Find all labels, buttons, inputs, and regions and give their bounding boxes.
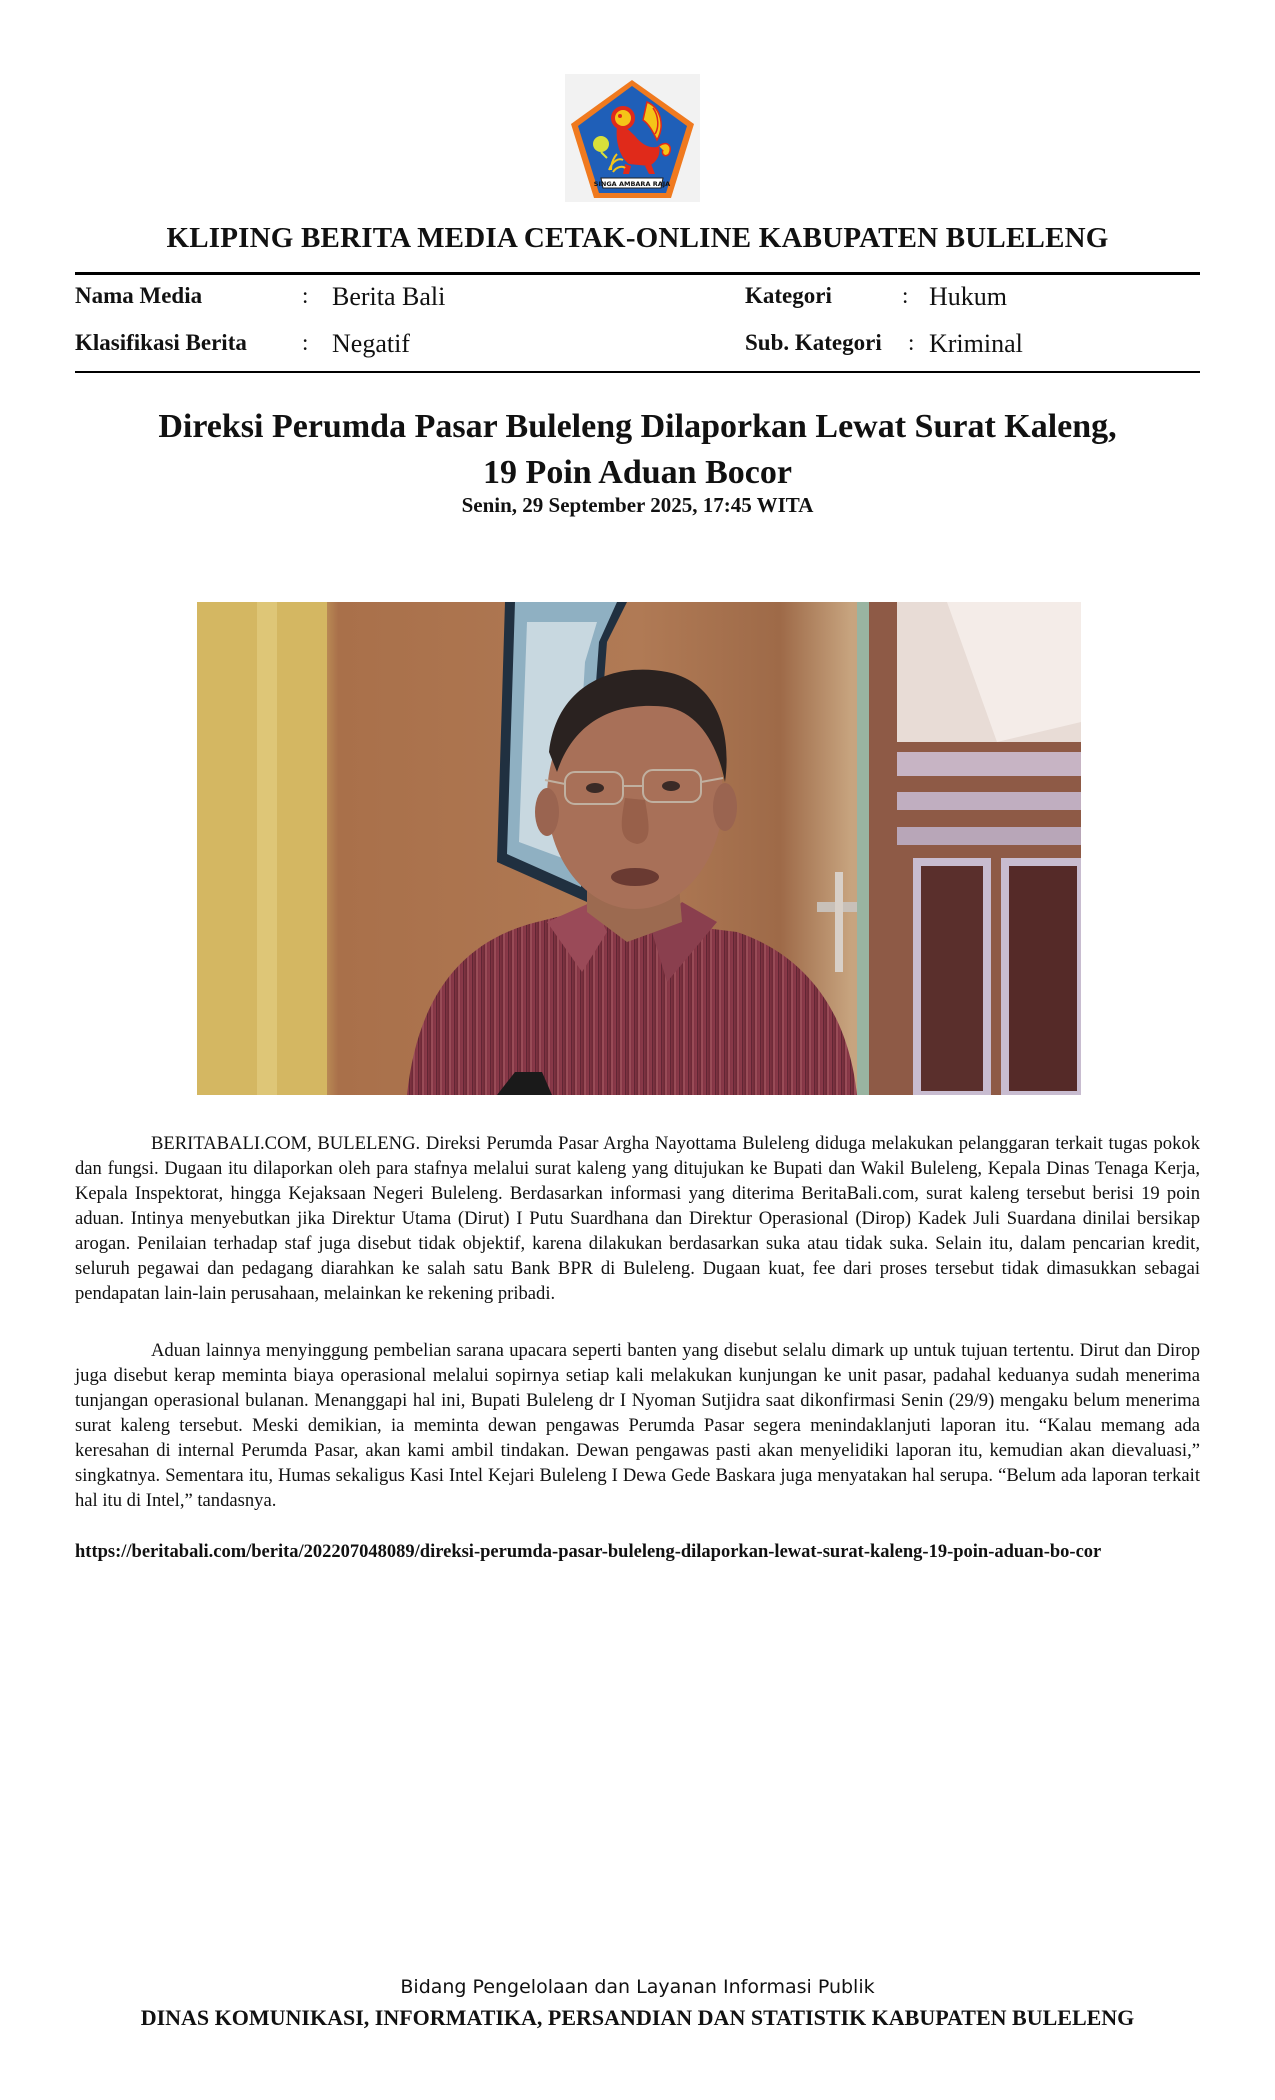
document-title: KLIPING BERITA MEDIA CETAK-ONLINE KABUPATEN BULELENG <box>166 222 1109 254</box>
meta-separator: : <box>302 330 309 355</box>
meta-separator: : <box>908 330 915 355</box>
header-divider-bottom <box>75 371 1200 373</box>
meta-label-sub-kategori: Sub. Kategori <box>745 330 882 355</box>
headline-line-1: Direksi Perumda Pasar Buleleng Dilaporkan Lewat Surat Kaleng, <box>158 408 1117 445</box>
meta-label-klasifikasi: Klasifikasi Berita <box>75 330 247 355</box>
news-photo-icon <box>197 602 1081 1095</box>
article-paragraph-1 <box>75 1131 1200 1306</box>
regency-emblem-logo <box>565 74 700 202</box>
meta-label-kategori: Kategori <box>745 283 832 308</box>
meta-value-sub-kategori: Kriminal <box>929 329 1023 358</box>
paragraph-text: BERITABALI.COM, BULELENG. Direksi Perumda Pasar Argha Nayottama Buleleng diduga melakukan pelanggaran terkait tugas pokok dan fungsi. Dugaan itu dilaporkan oleh para stafnya melalui surat kaleng yang ditujukan ke Bupati dan Wakil Buleleng, Kepala Dinas Tenaga Kerja, Kepala Inspektorat, hingga Kejaksaan Negeri Buleleng. Berdasarkan informasi yang diterima BeritaBali.com, surat kaleng tersebut berisi 19 poin aduan. Intinya menyebutkan jika Direktur Utama (Dirut) I Putu Suardhana dan Direktur Operasional (Dirop) Kadek Juli Suardana dinilai bersikap arogan. Penilaian terhadap staf juga disebut tidak objektif, karena dilakukan berdasarkan suka atau tidak suka. Selain itu, dalam pencarian kredit, seluruh pegawai dan pedagang diarahkan ke salah satu Bank BPR di Buleleng. Dugaan kuat, fee dari proses tersebut tidak dimasukkan sebagai pendapatan lain-lain perusahaan, melainkan ke rekening pribadi. <box>75 1133 1200 1304</box>
meta-value-kategori: Hukum <box>929 282 1007 311</box>
source-link[interactable]: https://beritabali.com/berita/202207048089/direksi-perumda-pasar-buleleng-dilaporkan-lewat-surat-kaleng-19-poin-aduan-bo-cor <box>75 1542 1102 1562</box>
footer-agency: DINAS KOMUNIKASI, INFORMATIKA, PERSANDIAN DAN STATISTIK KABUPATEN BULELENG <box>140 2005 1135 2030</box>
article-headline <box>100 404 1175 496</box>
meta-value-nama-media: Berita Bali <box>332 282 446 311</box>
meta-label-nama-media: Nama Media <box>75 283 203 308</box>
headline-line-2: 19 Poin Aduan Bocor <box>483 454 792 491</box>
emblem-motto: SINGA AMBARA RAJA <box>593 180 671 188</box>
header-divider-top <box>75 272 1200 275</box>
meta-separator: : <box>302 283 309 308</box>
singa-ambara-raja-emblem-icon <box>565 74 700 202</box>
paragraph-text: Aduan lainnya menyinggung pembelian sarana upacara seperti banten yang disebut selalu dimark up untuk tujuan tertentu. Dirut dan Dirop juga disebut kerap meminta biaya operasional melalui sopirnya setiap kali melakukan kunjungan ke unit pasar, padahal keduanya sudah menerima tunjangan operasional bulanan. Menanggapi hal ini, Bupati Buleleng dr I Nyoman Sutjidra saat dikonfirmasi Senin (29/9) mengaku belum menerima surat kaleng tersebut. Meski demikian, ia meminta dewan pengawas Perumda Pasar segera menindaklanjuti laporan itu. “Kalau memang ada keresahan di internal Perumda Pasar, akan kami ambil tindakan. Dewan pengawas pasti akan menyelidiki laporan itu, kemudian akan dievaluasi,” singkatnya. Sementara itu, Humas sekaligus Kasi Intel Kejari Buleleng I Dewa Gede Baskara juga menyatakan hal serupa. “Belum ada laporan terkait hal itu di Intel,” tandasnya. <box>75 1340 1200 1511</box>
meta-value-klasifikasi: Negatif <box>332 329 410 358</box>
meta-separator: : <box>902 283 909 308</box>
footer-division: Bidang Pengelolaan dan Layanan Informasi Publik <box>400 1976 875 1998</box>
article-dateline: Senin, 29 September 2025, 17:45 WITA <box>461 493 814 517</box>
article-photo <box>197 602 1081 1095</box>
article-paragraph-2 <box>75 1338 1200 1513</box>
